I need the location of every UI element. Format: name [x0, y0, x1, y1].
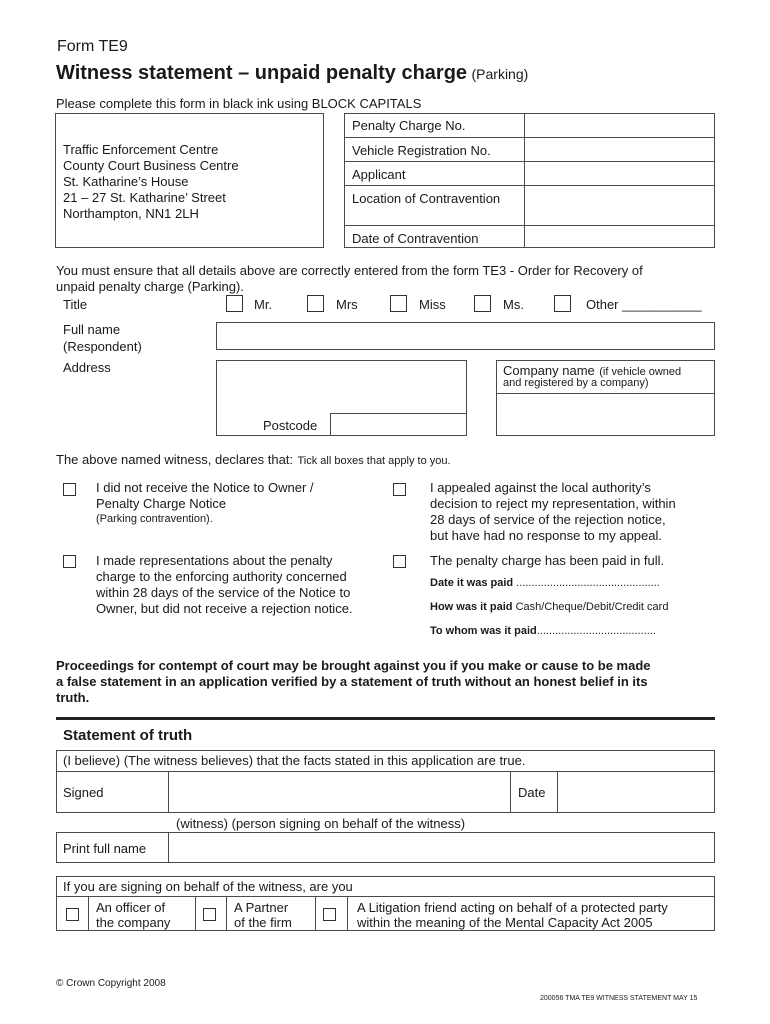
- title-mr-label: Mr.: [254, 297, 273, 312]
- date-paid-row[interactable]: Date it was paid ...............................................: [430, 577, 660, 589]
- opt4-line-1: The penalty charge has been paid in full.: [430, 553, 665, 568]
- penalty-charge-no-field[interactable]: [526, 114, 714, 136]
- opt3-line-4: Owner, but did not receive a rejection notice.: [96, 601, 353, 616]
- title-ms-checkbox[interactable]: [474, 295, 491, 312]
- instruction-text: Please complete this form in black ink using BLOCK CAPITALS: [56, 96, 422, 111]
- full-name-label: Full name: [63, 322, 121, 337]
- litigation-friend-checkbox[interactable]: [323, 908, 336, 921]
- partner-line-1: A Partner: [234, 900, 289, 915]
- section-divider: [56, 717, 715, 720]
- postcode-label: Postcode: [263, 418, 318, 433]
- company-name-label: Company name (if vehicle owned: [503, 363, 682, 378]
- opt2-line-4: but have had no response to my appeal.: [430, 528, 662, 543]
- address-line-2: County Court Business Centre: [63, 158, 239, 173]
- warning-line-1: Proceedings for contempt of court may be brought against you if you make or cause to be made: [56, 658, 651, 673]
- opt1-line-2: Penalty Charge Notice: [96, 496, 227, 511]
- title-miss-checkbox[interactable]: [390, 295, 407, 312]
- postcode-field[interactable]: [330, 413, 467, 436]
- penalty-charge-no-label: Penalty Charge No.: [352, 118, 466, 133]
- officer-line-2: the company: [96, 915, 171, 930]
- title-main: Witness statement – unpaid penalty charge: [56, 62, 468, 84]
- vehicle-registration-label: Vehicle Registration No.: [352, 143, 491, 158]
- copyright-text: © Crown Copyright 2008: [56, 978, 166, 989]
- title-mr-checkbox[interactable]: [226, 295, 243, 312]
- title-label: Title: [63, 297, 88, 312]
- date-label: Date: [518, 785, 546, 800]
- title-mrs-checkbox[interactable]: [307, 295, 324, 312]
- print-name-field[interactable]: [169, 833, 714, 862]
- full-name-sublabel: (Respondent): [63, 339, 142, 354]
- signed-label: Signed: [63, 785, 104, 800]
- title-miss-label: Miss: [419, 297, 446, 312]
- officer-checkbox[interactable]: [66, 908, 79, 921]
- address-label: Address: [63, 360, 111, 375]
- opt1-line-1: I did not receive the Notice to Owner /: [96, 480, 314, 495]
- notice-line-2: unpaid penalty charge (Parking).: [56, 279, 244, 294]
- title-suffix: (Parking): [471, 66, 529, 82]
- company-hint: and registered by a company): [503, 377, 649, 389]
- warning-line-3: truth.: [56, 690, 90, 705]
- litigation-line-2: within the meaning of the Mental Capacity Act 2005: [357, 915, 653, 930]
- opt3-line-2: charge to the enforcing authority concerned: [96, 569, 347, 584]
- title-mrs-label: Mrs: [336, 297, 358, 312]
- paid-in-full-checkbox[interactable]: [393, 555, 406, 568]
- address-line-4: 21 – 27 St. Katharine’ Street: [63, 190, 226, 205]
- warning-line-2: a false statement in an application verified by a statement of truth without an honest belief in its: [56, 674, 648, 689]
- location-label: Location of Contravention: [352, 191, 501, 206]
- full-name-field[interactable]: [216, 322, 715, 350]
- address-line-1: Traffic Enforcement Centre: [63, 142, 219, 157]
- opt2-line-3: 28 days of service of the rejection notice,: [430, 512, 666, 527]
- opt1-line-3: (Parking contravention).: [96, 513, 213, 525]
- address-line-3: St. Katharine’s House: [63, 174, 189, 189]
- opt2-line-1: I appealed against the local authority’s: [430, 480, 651, 495]
- litigation-line-1: A Litigation friend acting on behalf of a protected party: [357, 900, 668, 915]
- appealed-checkbox[interactable]: [393, 483, 406, 496]
- not-received-checkbox[interactable]: [63, 483, 76, 496]
- partner-checkbox[interactable]: [203, 908, 216, 921]
- declaration-intro: The above named witness, declares that: Tick all boxes that apply to you.: [56, 452, 451, 467]
- belief-statement: (I believe) (The witness believes) that the facts stated in this application are true.: [63, 753, 526, 768]
- opt3-line-1: I made representations about the penalty: [96, 553, 333, 568]
- officer-line-1: An officer of: [96, 900, 166, 915]
- applicant-field[interactable]: [526, 162, 714, 184]
- applicant-label: Applicant: [352, 167, 406, 182]
- form-number: Form TE9: [57, 38, 128, 55]
- address-line-5: Northampton, NN1 2LH: [63, 206, 199, 221]
- opt3-line-3: within 28 days of the service of the Notice to: [96, 585, 351, 600]
- statement-of-truth-heading: Statement of truth: [63, 727, 193, 744]
- vehicle-registration-field[interactable]: [526, 138, 714, 160]
- partner-line-2: of the firm: [234, 915, 292, 930]
- notice-line-1: You must ensure that all details above are correctly entered from the form TE3 - Order for Recovery of: [56, 263, 643, 278]
- form-code: 200056 TMA TE9 WITNESS STATEMENT MAY 15: [540, 995, 698, 1002]
- to-whom-row[interactable]: To whom was it paid.......................................: [430, 625, 656, 637]
- title-other-checkbox[interactable]: [554, 295, 571, 312]
- title-other-label: Other ___________: [586, 297, 702, 312]
- how-paid-row[interactable]: How was it paid Cash/Cheque/Debit/Credit card: [430, 601, 669, 613]
- signature-field[interactable]: [169, 772, 509, 812]
- date-field[interactable]: [558, 772, 714, 812]
- behalf-heading: If you are signing on behalf of the witness, are you: [63, 879, 353, 894]
- date-of-contravention-field[interactable]: [526, 226, 714, 247]
- representations-checkbox[interactable]: [63, 555, 76, 568]
- print-name-label: Print full name: [63, 841, 147, 856]
- title-ms-label: Ms.: [503, 297, 524, 312]
- witness-note: (witness) (person signing on behalf of the witness): [176, 816, 466, 831]
- page-title: [56, 62, 528, 85]
- date-of-contravention-label: Date of Contravention: [352, 231, 479, 246]
- location-field[interactable]: [526, 186, 714, 224]
- opt2-line-2: decision to reject my representation, within: [430, 496, 676, 511]
